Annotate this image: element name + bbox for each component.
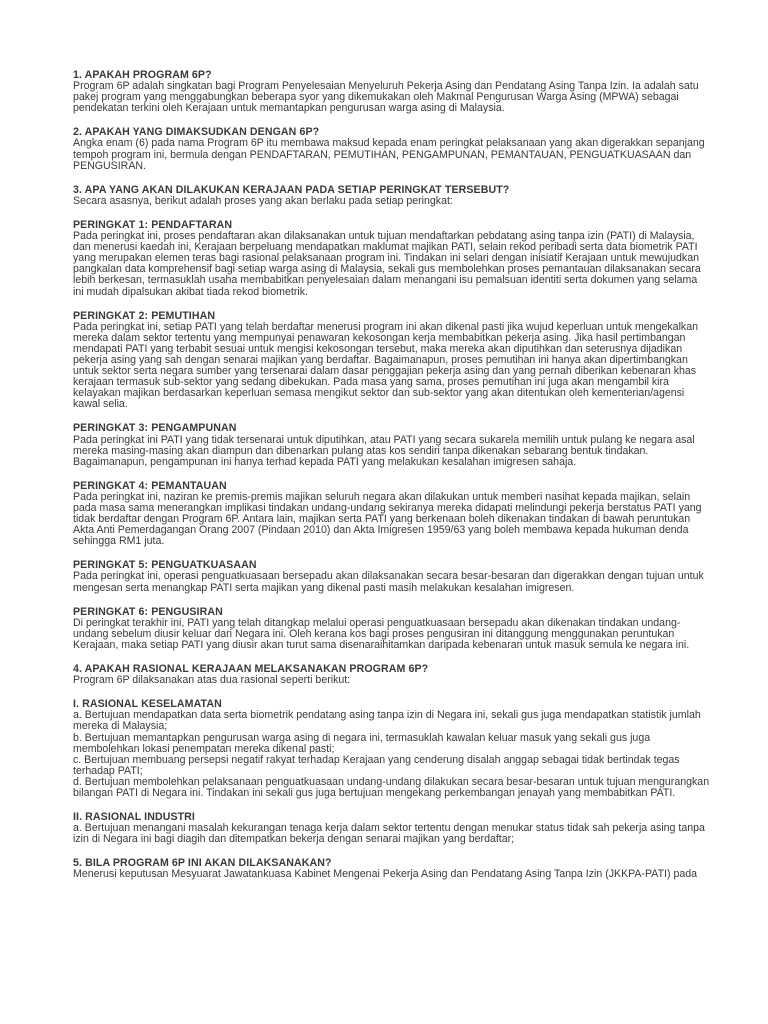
text-line: kawal selia.	[73, 398, 128, 411]
section-paragraph	[73, 435, 695, 468]
text-line: yang merupakan elemen teras bagi rasional pelaksanaan program ini. Tindakan ini selari dengan inisiatif Kerajaan untuk mewujudkan	[73, 252, 699, 265]
section-heading: I. RASIONAL KESELAMATAN	[73, 698, 222, 711]
document-section	[73, 309, 698, 411]
text-line: kelayakan majikan berdasarkan keperluan semasa mengikut sektor dan sub-sektor yang akan ditentukan oleh kementerian/agensi	[73, 387, 685, 400]
text-line: mereka di Malaysia;	[73, 720, 168, 733]
text-line: mendapati PATI yang terbabit sesuai untuk mengisi kekosongan tersebut, maka mereka akan diputihkan dan seterusnya dijadikan	[73, 342, 683, 355]
text-line: tidak berdaftar dengan Program 6P. Antara lain, majikan serta PATI yang berkenaan boleh dikenakan tindakan di bawah peruntukan	[73, 513, 691, 526]
text-line: a. Bertujuan menangani masalah kekurangan tenaga kerja dalam sektor tertentu dengan menukar status tidak sah pekerja asing tanpa	[73, 822, 705, 835]
text-line: Program 6P dilaksanakan atas dua rasional seperti berikut:	[73, 674, 351, 687]
document-section	[73, 185, 695, 207]
text-line: Pada peringkat ini PATI yang tidak tersenarai untuk diputihkan, atau PATI yang secara sukarela memilih untuk pulang ke negara asal	[73, 433, 695, 446]
document-section	[73, 698, 710, 799]
text-line: b. Bertujuan memantapkan pengurusan warga asing di negara ini, termasuklah kawalan keluar masuk yang sekali gus juga	[73, 731, 651, 744]
text-line: Pada peringkat ini, proses pendaftaran akan dilaksanakan untuk tujuan mendaftarkan pebdatang asing tanpa izin (PATI) di Malaysia,	[73, 230, 695, 243]
text-line: Secara asasnya, berikut adalah proses yang akan berlaku pada setiap peringkat:	[73, 194, 453, 207]
text-line: pakej program yang menggabungkan beberapa syor yang dikemukakan oleh Makmal Pengurusan Warga Asing (MPWA) sebagai	[73, 91, 679, 104]
section-paragraph	[73, 570, 704, 594]
text-line: c. Bertujuan membuang persepsi negatif rakyat terhadap Kerajaan yang cenderung disalah anggap sebagai tidak bertindak tegas	[73, 753, 680, 766]
text-line: untuk sektor serta negara sumber yang tersenarai dalam dasar penggajian pekerja asing dan yang pernah diberikan kebenaran khas	[73, 365, 697, 378]
text-line: bilangan PATI di Negara ini. Tindakan ini sekali gus juga bertujuan mengekang perkembangan jenayah yang membabitkan PATI.	[73, 786, 676, 799]
section-heading: PERINGKAT 1: PENDAFTARAN	[73, 218, 233, 231]
text-line: mengesan serta menangkap PATI serta majikan yang dikenal pasti masih melakukan kesalahan imigresen.	[73, 581, 575, 594]
text-line: kerajaan termasuk sub-sektor yang sedang dibekukan. Pada masa yang sama, proses pemutihan ini juga akan mengambil kira	[73, 376, 669, 389]
text-line: Bagaimanapun, pengampunan ini hanya terhad kepada PATI yang melakukan kesalahan imigresen sahaja.	[73, 455, 577, 468]
text-line: dan menerusi kaedah ini, Kerajaan berpeluang mendapatkan maklumat majikan PATI, selain rekod peribadi serta data biometrik PATI	[73, 241, 698, 254]
text-line: lebih berkesan, termasuklah usaha membabitkan penyelesaian dalam menangani isu pemalsuan identiti serta dokumen yang selama	[73, 274, 698, 287]
text-line: pekerja asing yang sah dengan senarai majikan yang berdaftar. Bagaimanapun, proses pemutihan ini hanya akan dipertimbangkan	[73, 353, 688, 366]
section-paragraph	[73, 868, 698, 881]
document-section	[73, 69, 699, 115]
text-line: Pada peringkat ini, naziran ke premis-premis majikan seluruh negara akan dilakukan untuk memberi nasihat kepada majikan, selain	[73, 490, 691, 503]
section-paragraph	[73, 709, 710, 799]
section-heading: 4. APAKAH RASIONAL KERAJAAN MELAKSANAKAN PROGRAM 6P?	[73, 663, 429, 676]
document-section	[73, 126, 705, 172]
section-heading: PERINGKAT 2: PEMUTIHAN	[73, 309, 216, 322]
text-line: ini mudah dipalsukan akibat tiada rekod biometrik.	[73, 285, 308, 298]
text-line: terhadap PATI;	[73, 764, 143, 777]
text-line: Program 6P adalah singkatan bagi Program Penyelesaian Menyeluruh Pekerja Asing dan Pendatang Asing Tanpa Izin. Ia adalah satu	[73, 80, 699, 93]
text-line: mereka dalam sektor tertentu yang mempunyai penawaran kekosongan kerja membabitkan pekerja asing. Jika hasil pertimbangan	[73, 331, 686, 344]
document-section	[73, 664, 695, 686]
text-line: pangkalan data komprehensif bagi setiap warga asing di Malaysia, sekali gus membolehkan proses pemantauan dilaksanakan secara	[73, 263, 701, 276]
section-paragraph	[73, 196, 695, 207]
section-heading: II. RASIONAL INDUSTRI	[73, 811, 195, 824]
section-paragraph	[73, 618, 695, 651]
text-line: tempoh program ini, bermula dengan PENDAFTARAN, PEMUTIHAN, PENGAMPUNAN, PEMANTAUAN, PENGUATKUASAAN dan	[73, 148, 692, 161]
text-line: PENGUSIRAN.	[73, 159, 146, 172]
document-section	[73, 811, 705, 846]
section-paragraph	[73, 675, 695, 686]
section-heading: 5. BILA PROGRAM 6P INI AKAN DILAKSANAKAN?	[73, 857, 332, 870]
section-paragraph	[73, 137, 705, 172]
section-heading: 2. APAKAH YANG DIMAKSUDKAN DENGAN 6P?	[73, 126, 320, 139]
section-paragraph	[73, 320, 698, 411]
section-paragraph	[73, 230, 701, 298]
text-line: Pada peringkat ini, setiap PATI yang telah berdaftar menerusi program ini akan dikenal pasti jika wujud keperluan untuk mengekalkan	[73, 320, 698, 333]
text-line: Angka enam (6) pada nama Program 6P itu membawa maksud kepada enam peringkat pelaksanaan yang akan digerakkan sepanjang	[73, 137, 705, 150]
document-section	[73, 857, 698, 881]
document-body	[73, 69, 710, 894]
section-paragraph	[73, 822, 705, 846]
text-line: mereka masing-masing akan diampun dan dibenarkan pulang atas kos sendiri tanpa dikenakan sebarang bentuk tindakan.	[73, 444, 649, 457]
text-line: izin di Negara ini bagi diagih dan ditempatkan bekerja dengan senarai majikan yang berdaftar;	[73, 833, 515, 846]
section-heading: PERINGKAT 6: PENGUSIRAN	[73, 605, 223, 618]
section-heading: PERINGKAT 4: PEMANTAUAN	[73, 479, 227, 492]
text-line: membolehkan lokasi penempatan mereka dikenal pasti;	[73, 742, 335, 755]
text-line: pendekatan terkini oleh Kerajaan untuk memantapkan pengurusan warga asing di Malaysia.	[73, 102, 505, 115]
section-heading: PERINGKAT 5: PENGUATKUASAAN	[73, 559, 257, 572]
text-line: d. Bertujuan membolehkan pelaksanaan penguatkuasaan undang-undang dilakukan secara besar-besaran untuk tujuan mengurangkan	[73, 775, 710, 788]
section-heading: PERINGKAT 3: PENGAMPUNAN	[73, 422, 237, 435]
document-section	[73, 479, 702, 548]
text-line: undang sebelum diusir keluar dari Negara ini. Oleh kerana kos bagi proses pengusiran ini ditanggung menggunakan peruntukan	[73, 627, 675, 640]
text-line: sehingga RM1 juta.	[73, 535, 165, 548]
text-line: pada masa sama menerangkan implikasi tindakan undang-undang sekiranya mereka didapati melindungi pekerja berstatus PATI yang	[73, 502, 702, 514]
document-section	[73, 423, 695, 467]
text-line: a. Bertujuan mendapatkan data serta biometrik pendatang asing tanpa izin di Negara ini, sekali gus juga mendapatkan statistik jumlah	[73, 709, 701, 722]
section-heading: 3. APA YANG AKAN DILAKUKAN KERAJAAN PADA SETIAP PERINGKAT TERSEBUT?	[73, 183, 510, 196]
text-line: Kerajaan, maka setiap PATI yang diusir akan turut sama disenaraihitamkan daripada kebenaran untuk masuk semula ke negara ini.	[73, 638, 690, 651]
section-paragraph	[73, 490, 702, 548]
document-section	[73, 607, 695, 651]
text-line: Menerusi keputusan Mesyuarat Jawatankuasa Kabinet Mengenai Pekerja Asing dan Pendatang Asing Tanpa Izin (JKKPA-PATI) pada	[73, 868, 698, 881]
text-line: Di peringkat terakhir ini, PATI yang telah ditangkap melalui operasi penguatkuasaan bersepadu akan dikenakan tindakan undang-	[73, 616, 681, 629]
section-paragraph	[73, 80, 699, 115]
section-heading: 1. APAKAH PROGRAM 6P?	[73, 69, 212, 81]
document-section	[73, 559, 704, 594]
text-line: Pada peringkat ini, operasi penguatkuasaan bersepadu akan dilaksanakan secara besar-besaran dan digerakkan dengan tujuan untuk	[73, 570, 704, 583]
text-line: Akta Anti Pemerdagangan Orang 2007 (Pindaan 2010) dan Akta Imigresen 1959/63 yang boleh membawa kepada hukuman denda	[73, 524, 689, 537]
document-section	[73, 218, 701, 298]
